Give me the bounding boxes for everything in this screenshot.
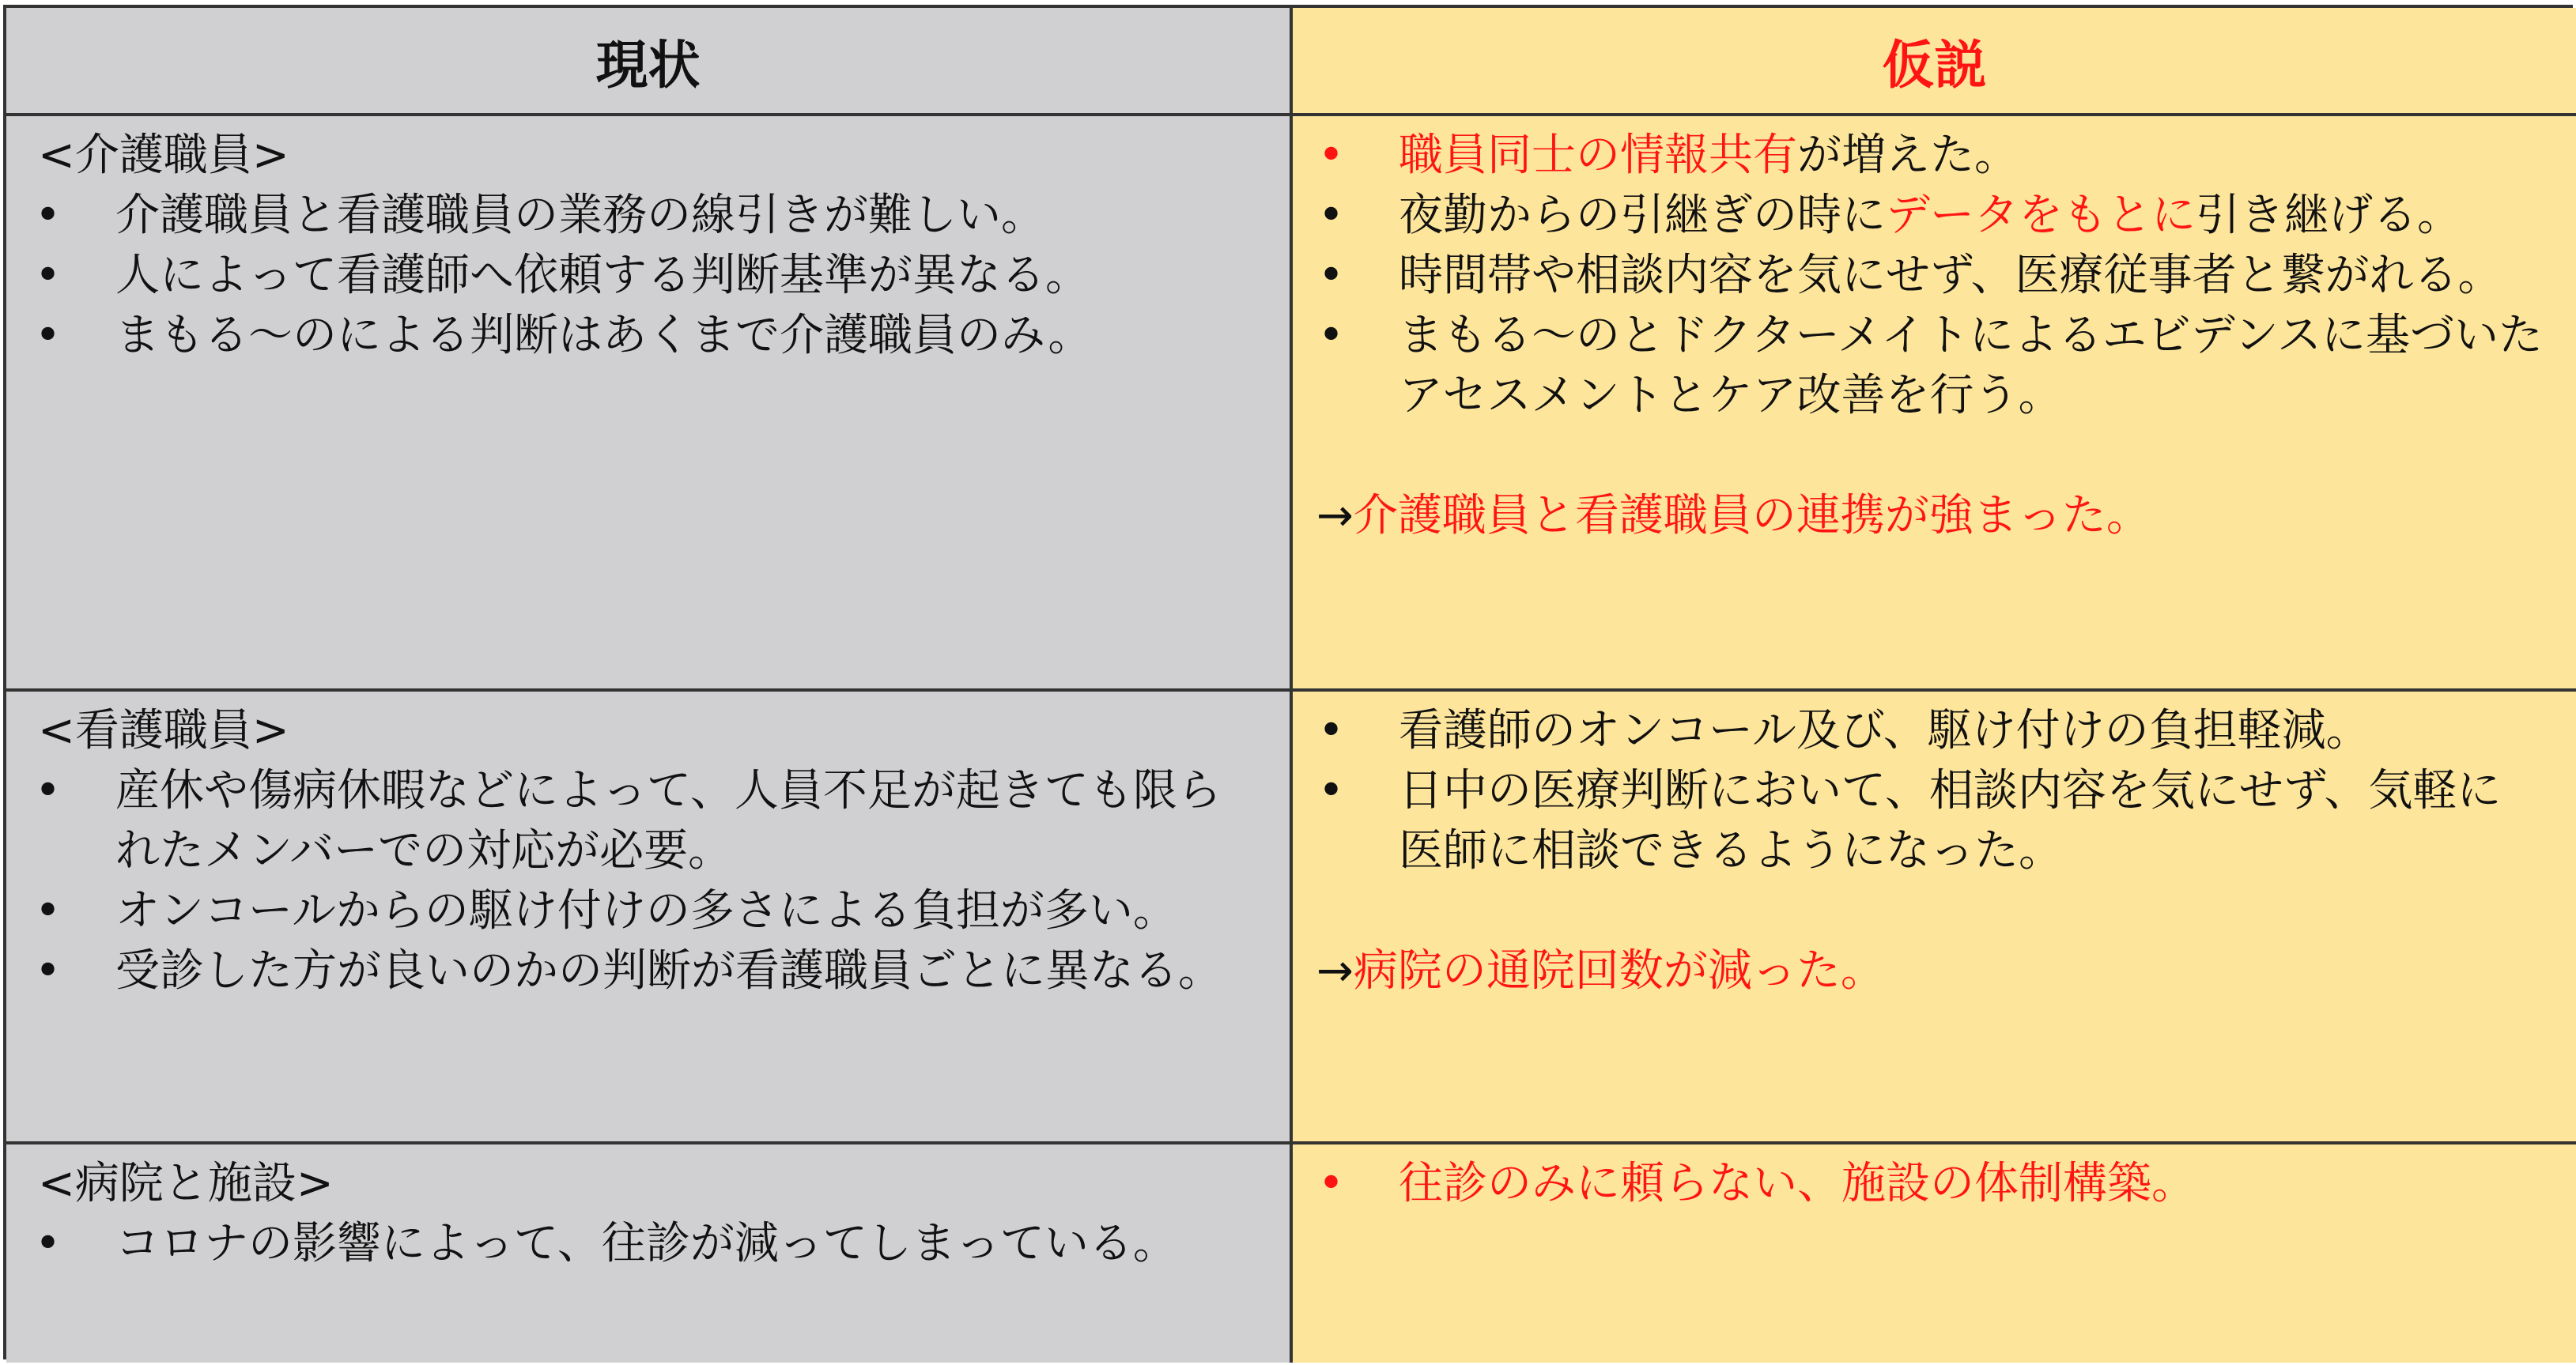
header-current-label: 現状 [595, 35, 701, 96]
bullet-icon: • [35, 945, 62, 997]
list-item-highlight: 職員同士の情報共有 [1399, 130, 1797, 181]
bullet-icon: • [1318, 705, 1345, 756]
group-title-care-staff: <介護職員> [38, 130, 289, 181]
row-1-current [6, 116, 1293, 692]
bullet-list [1316, 701, 2544, 881]
bullet-icon: • [1318, 190, 1345, 241]
bullet-icon: • [35, 885, 62, 937]
list-item-text: オンコールからの駆け付けの多さによる負担が多い。 [115, 885, 1177, 937]
list-item [1316, 186, 2544, 246]
list-item [1316, 761, 2544, 881]
list-item-text: 日中の医療判断において、相談内容を気にせず、気軽に医師に相談できるようになった。 [1399, 765, 2502, 877]
header-hypothesis [1293, 8, 2576, 116]
list-item-text: 夜勤からの引継ぎの時に [1399, 190, 1886, 241]
list-item-text: 受診した方が良いのかの判断が看護職員ごとに異なる。 [115, 945, 1222, 997]
list-item [33, 1214, 1258, 1274]
bullet-icon: • [35, 190, 62, 241]
list-item-text: まもる～のとドクターメイトによるエビデンスに基づいたアセスメントとケア改善を行う。 [1399, 310, 2544, 421]
bullet-icon: • [1318, 130, 1345, 181]
conclusion-text: 病院の通院回数が減った。 [1353, 945, 1885, 997]
list-item-highlight: データをもとに [1886, 190, 2196, 241]
bullet-icon: • [35, 250, 62, 301]
list-item [33, 881, 1258, 941]
list-item-text: 介護職員と看護職員の業務の線引きが難しい。 [115, 190, 1045, 241]
arrow-icon: → [1316, 945, 1354, 997]
list-item-text: まもる～のによる判断はあくまで介護職員のみ。 [115, 310, 1093, 361]
bullet-icon: • [1318, 765, 1345, 816]
row-2-hypothesis [1293, 692, 2576, 1144]
list-item [33, 186, 1258, 246]
bullet-list [1316, 1154, 2544, 1214]
bullet-list [33, 186, 1258, 366]
conclusion [1316, 486, 2544, 546]
bullet-list [1316, 126, 2544, 426]
bullet-list [33, 1214, 1258, 1274]
row-1-hypothesis [1293, 116, 2576, 692]
bullet-icon: • [35, 1218, 62, 1269]
comparison-table [3, 5, 2573, 1359]
list-item [1316, 701, 2544, 761]
row-3-current [6, 1144, 1293, 1363]
bullet-icon: • [35, 310, 62, 361]
spacer [1316, 881, 2544, 941]
spacer [1316, 426, 2544, 486]
row-3-hypothesis [1293, 1144, 2576, 1363]
header-current [6, 8, 1293, 116]
list-item [1316, 1154, 2544, 1214]
list-item-text: 引き継げる。 [2196, 190, 2461, 241]
list-item [1316, 306, 2544, 426]
list-item-highlight: 往診のみに頼らない、施設の体制構築。 [1399, 1158, 2196, 1209]
conclusion [1316, 941, 2544, 1001]
list-item-text: 産休や傷病休暇などによって、人員不足が起きても限られたメンバーでの対応が必要。 [115, 765, 1222, 877]
list-item [33, 761, 1258, 881]
list-item-text: 看護師のオンコール及び、駆け付けの負担軽減。 [1399, 705, 2370, 756]
bullet-list [33, 761, 1258, 1001]
arrow-icon: → [1316, 490, 1354, 541]
row-2-current [6, 692, 1293, 1144]
group-title-hospital-facility: <病院と施設> [38, 1158, 334, 1209]
list-item-text: コロナの影響によって、往診が減ってしまっている。 [115, 1218, 1177, 1269]
list-item [33, 941, 1258, 1001]
conclusion-text: 介護職員と看護職員の連携が強まった。 [1353, 490, 2151, 541]
bullet-icon: • [1318, 310, 1345, 361]
bullet-icon: • [1318, 250, 1345, 301]
group-title-nursing-staff: <看護職員> [38, 705, 289, 756]
list-item-text: が増えた。 [1797, 130, 2019, 181]
list-item [1316, 246, 2544, 306]
bullet-icon: • [35, 765, 62, 816]
list-item [33, 306, 1258, 366]
list-item [33, 246, 1258, 306]
list-item [1316, 126, 2544, 186]
header-hypothesis-label: 仮説 [1882, 35, 1987, 96]
bullet-icon: • [1318, 1158, 1345, 1209]
list-item-text: 時間帯や相談内容を気にせず、医療従事者と繋がれる。 [1399, 250, 2502, 301]
list-item-text: 人によって看護師へ依頼する判断基準が異なる。 [115, 250, 1090, 301]
